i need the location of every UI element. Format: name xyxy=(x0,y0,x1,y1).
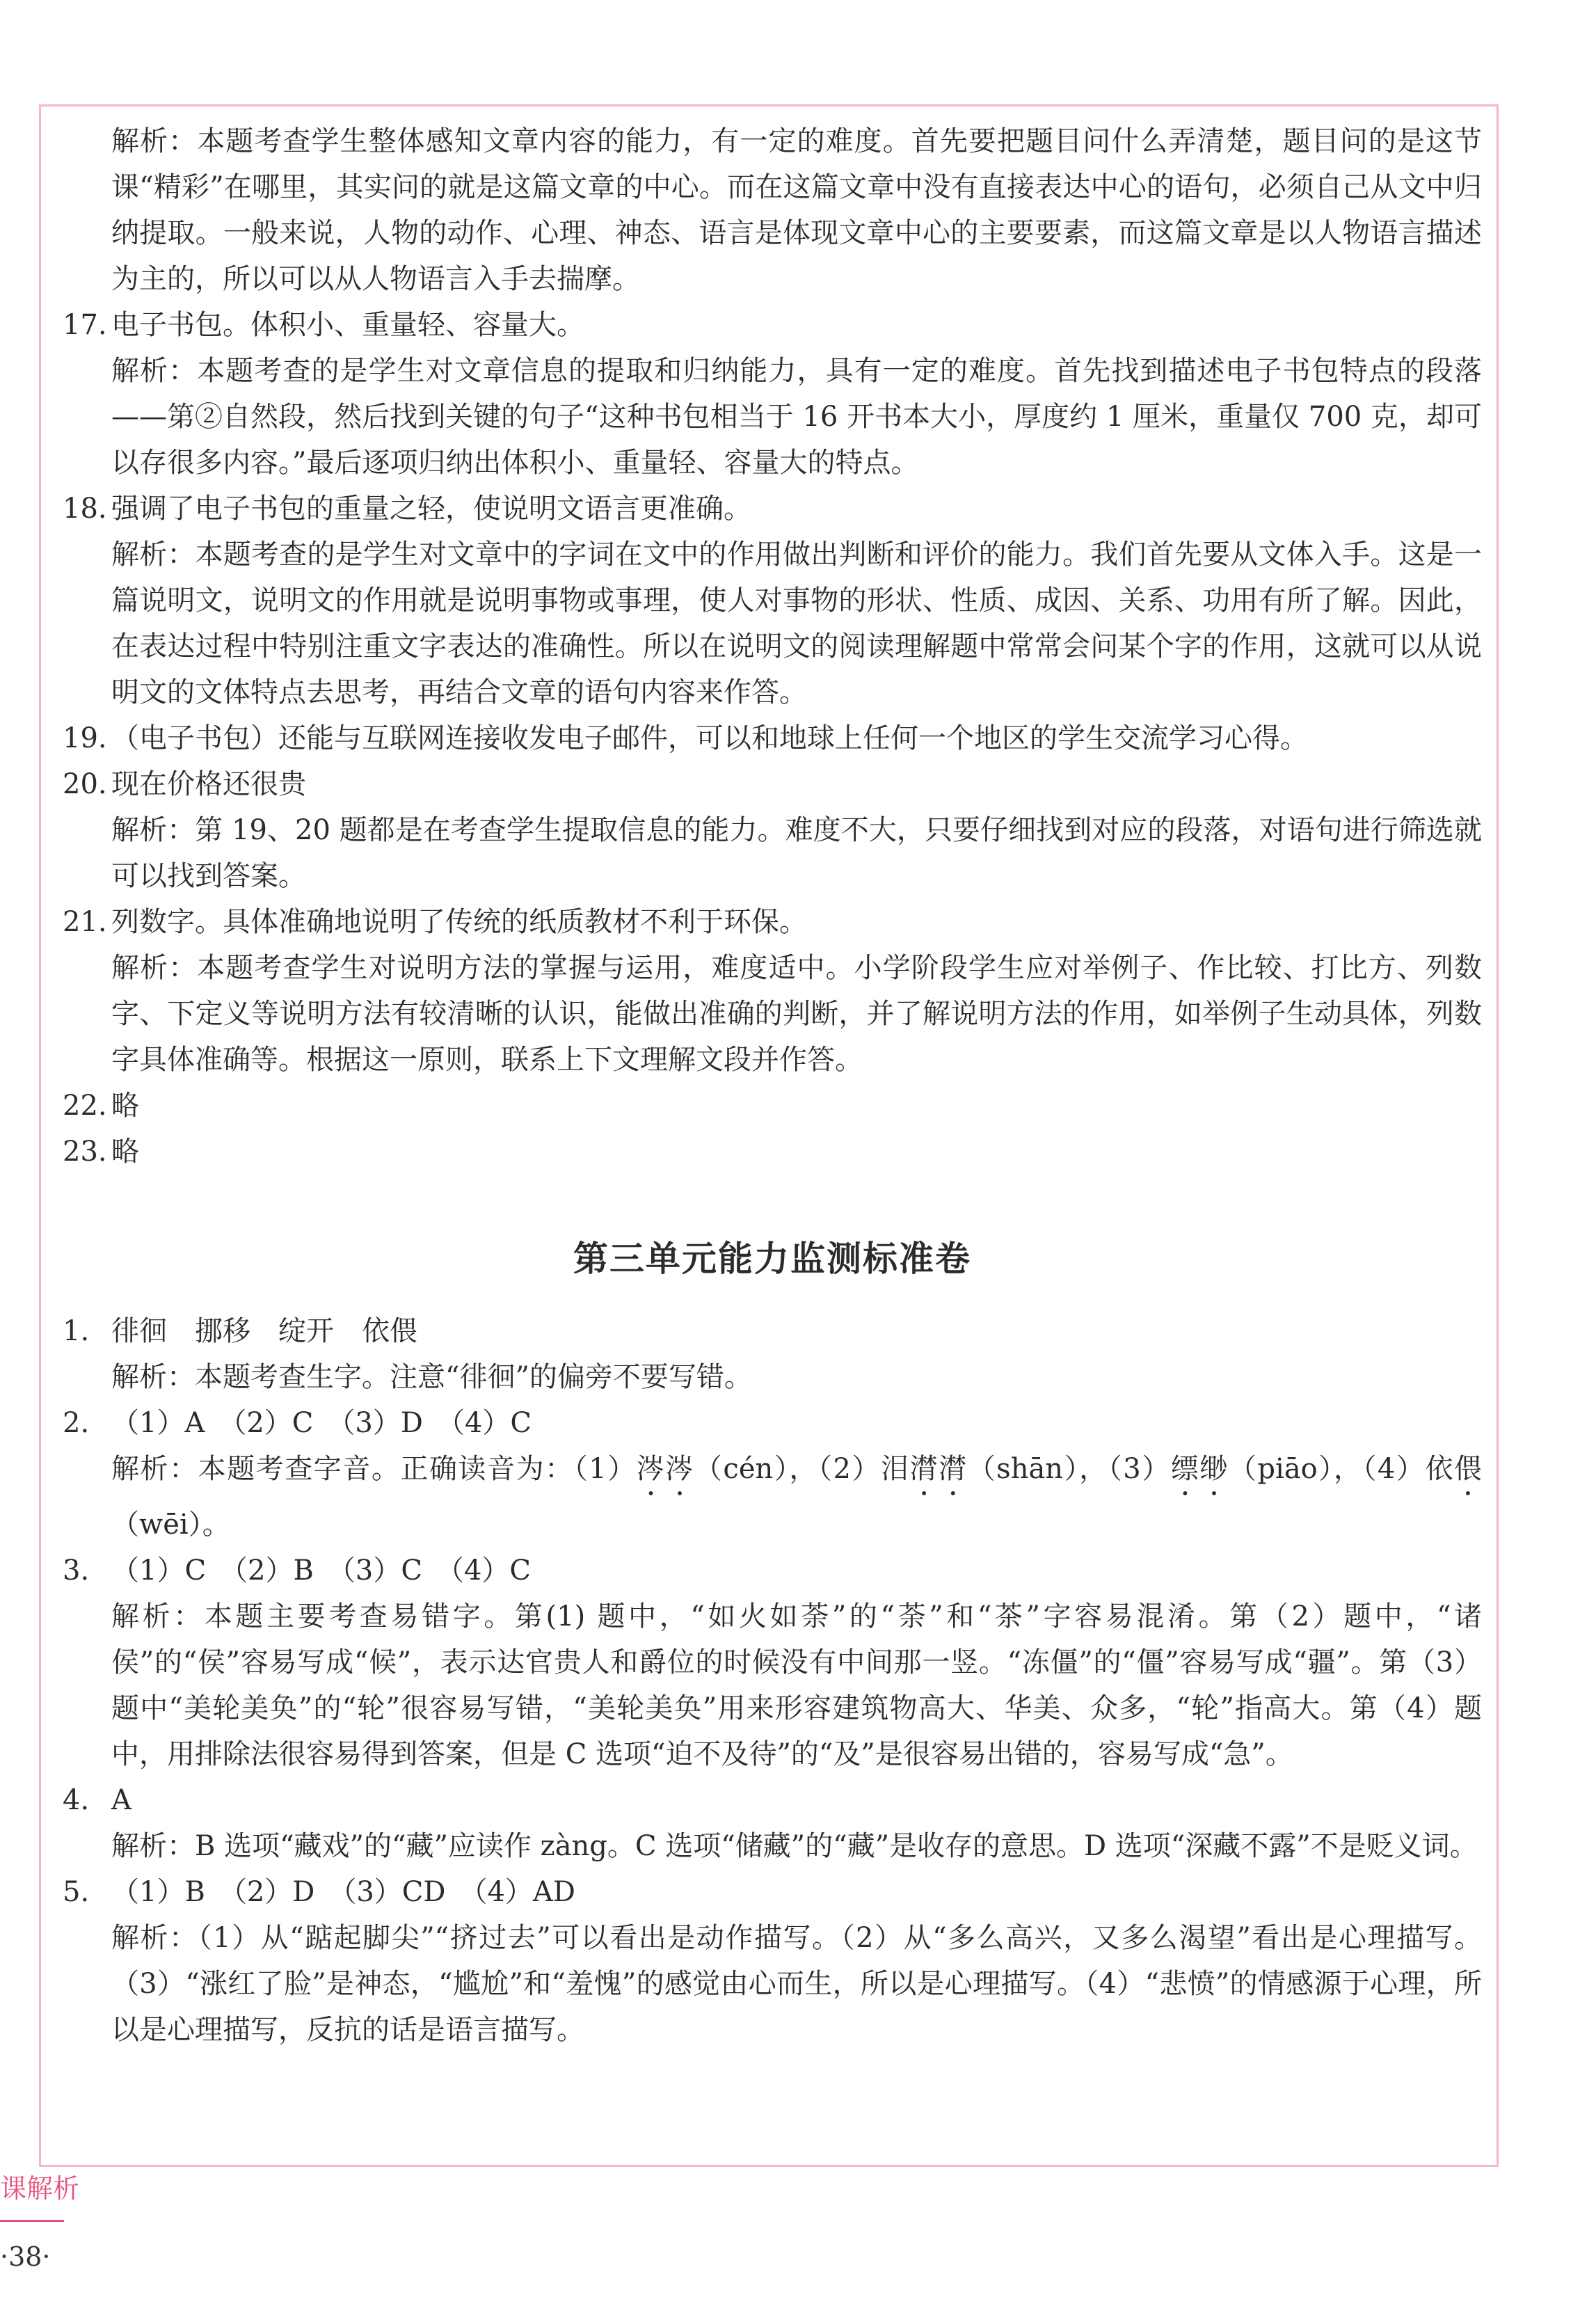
answers-list-unit3 xyxy=(63,1308,1482,2053)
analysis-18: 解析：本题考查的是学生对文章中的字词在文中的作用做出判断和评价的能力。我们首先要从文体入手。这是一篇说明文，说明文的作用就是说明事物或事理，使人对事物的形状、性质、成因、关系、功用有所了解。因此，在表达过程中特别注重文字表达的准确性。所以在说明文的阅读理解题中常常会问某个字的作用，这就可以从说明文的文体特点去思考，再结合文章的语句内容来作答。 xyxy=(111,539,1482,708)
answer-text: （1）A （2）C （3）D （4）C xyxy=(111,1407,532,1439)
question-number: 17. xyxy=(63,309,107,341)
page-content xyxy=(63,118,1482,2053)
answer-text: （1）B （2）D （3）CD （4）AD xyxy=(111,1876,575,1908)
answer-text: 现在价格还很贵 xyxy=(111,768,306,800)
question-number: 3. xyxy=(63,1555,90,1587)
answer-3 xyxy=(63,1548,1482,1594)
analysis-17: 解析：本题考查的是学生对文章信息的提取和归纳能力，具有一定的难度。首先找到描述电子书包特点的段落——第②自然段，然后找到关键的句子“这种书包相当于 16 开书本大小，厚度约 1 厘米，重量仅 700 克，却可以存很多内容。”最后逐项归纳出体积小、重量轻、容量大的特点。 xyxy=(111,355,1482,479)
question-number: 4. xyxy=(63,1784,90,1816)
question-number: 22. xyxy=(63,1090,107,1122)
analysis-3: 解析：本题主要考查易错字。第(1) 题中，“如火如荼”的“荼”和“茶”字容易混淆。第（2）题中，“诸侯”的“侯”容易写成“候”，表示达官贵人和爵位的时候没有中间那一竖。“冻僵”的“僵”容易写成“疆”。第（3）题中“美轮美奂”的“轮”很容易写错，“美轮美奂”用来形容建筑物高大、华美、众多，“轮”指高大。第（4）题中，用排除法很容易得到答案，但是 C 选项“迫不及待”的“及”是很容易出错的，容易写成“急”。 xyxy=(111,1600,1482,1770)
analysis-21: 解析：本题考查学生对说明方法的掌握与运用，难度适中。小学阶段学生应对举例子、作比较、打比方、列数字、下定义等说明方法有较清晰的认识，能做出准确的判断，并了解说明方法的作用，如举例子生动具体，列数字具体准确等。根据这一原则，联系上下文理解文段并作答。 xyxy=(111,952,1482,1076)
answer-2 xyxy=(63,1400,1482,1446)
answer-4 xyxy=(63,1777,1482,1823)
answer-5 xyxy=(63,1869,1482,1915)
emphasized-word: 涔涔 xyxy=(636,1453,694,1485)
answer-22 xyxy=(63,1083,1482,1129)
analysis-text: 解析：本题考查字音。正确读音为：（1） xyxy=(111,1453,637,1485)
question-number: 2. xyxy=(63,1407,90,1439)
answer-text: 列数字。具体准确地说明了传统的纸质教材不利于环保。 xyxy=(111,906,807,938)
answer-text: 徘徊 挪移 绽开 依偎 xyxy=(111,1315,417,1347)
answer-1 xyxy=(63,1308,1482,1354)
answer-text: A xyxy=(111,1784,131,1816)
page-number: ·38· xyxy=(0,2241,51,2272)
answers-list-unit2 xyxy=(63,302,1482,1175)
analysis-text: （cén），（2）泪 xyxy=(694,1453,910,1485)
analysis-16: 解析：本题考查学生整体感知文章内容的能力，有一定的难度。首先要把题目问什么弄清楚，题目问的是这节课“精彩”在哪里，其实问的就是这篇文章的中心。而在这篇文章中没有直接表达中心的语句，必须自己从文中归纳提取。一般来说，人物的动作、心理、神态、语言是体现文章中心的主要要素，而这篇文章是以人物语言描述为主的，所以可以从人物语言入手去揣摩。 xyxy=(111,125,1482,295)
footer-section-label: 课解析 xyxy=(0,2173,80,2204)
answer-18 xyxy=(63,486,1482,532)
question-number: 21. xyxy=(63,906,107,938)
analysis-text: （wēi）。 xyxy=(111,1509,230,1541)
question-number: 20. xyxy=(63,768,107,800)
answer-19 xyxy=(63,715,1482,761)
question-number: 5. xyxy=(63,1876,90,1908)
answer-text: 略 xyxy=(111,1136,139,1168)
section-title: 第三单元能力监测标准卷 xyxy=(573,1238,971,1279)
answer-text: （电子书包）还能与互联网连接收发电子邮件，可以和地球上任何一个地区的学生交流学习心得。 xyxy=(111,722,1308,754)
answer-text: （1）C （2）B （3）C （4）C xyxy=(111,1555,532,1587)
answer-text: 电子书包。体积小、重量轻、容量大。 xyxy=(111,309,584,341)
emphasized-word: 缥缈 xyxy=(1170,1453,1229,1485)
answer-17 xyxy=(63,302,1482,348)
question-number: 18. xyxy=(63,493,107,525)
analysis-1: 解析：本题考查生字。注意“徘徊”的偏旁不要写错。 xyxy=(111,1361,752,1393)
emphasized-word: 偎 xyxy=(1454,1453,1483,1485)
question-number: 23. xyxy=(63,1136,107,1168)
analysis-2 xyxy=(63,1446,1482,1548)
analysis-20: 解析：第 19、20 题都是在考查学生提取信息的能力。难度不大，只要仔细找到对应的段落，对语句进行筛选就可以找到答案。 xyxy=(111,814,1482,892)
answer-23 xyxy=(63,1129,1482,1175)
answer-21 xyxy=(63,899,1482,945)
analysis-text: （piāo），（4）依 xyxy=(1228,1453,1455,1485)
analysis-text: （shān），（3） xyxy=(967,1453,1171,1485)
answer-text: 略 xyxy=(111,1090,139,1122)
answer-20 xyxy=(63,761,1482,807)
question-number: 19. xyxy=(63,722,107,754)
question-number: 1. xyxy=(63,1315,90,1347)
analysis-4: 解析：B 选项“藏戏”的“藏”应读作 zàng。C 选项“储藏”的“藏”是收存的意思。D 选项“深藏不露”不是贬义词。 xyxy=(111,1830,1478,1862)
analysis-5: 解析：（1）从“踮起脚尖”“挤过去”可以看出是动作描写。（2）从“多么高兴，又多么渴望”看出是心理描写。（3）“涨红了脸”是神态，“尴尬”和“羞愧”的感觉由心而生，所以是心理描写。（4）“悲愤”的情感源于心理，所以是心理描写，反抗的话是语言描写。 xyxy=(111,1922,1482,2046)
answer-text: 强调了电子书包的重量之轻，使说明文语言更准确。 xyxy=(111,493,751,525)
footer-divider xyxy=(0,2220,64,2222)
emphasized-word: 潸潸 xyxy=(909,1453,968,1485)
